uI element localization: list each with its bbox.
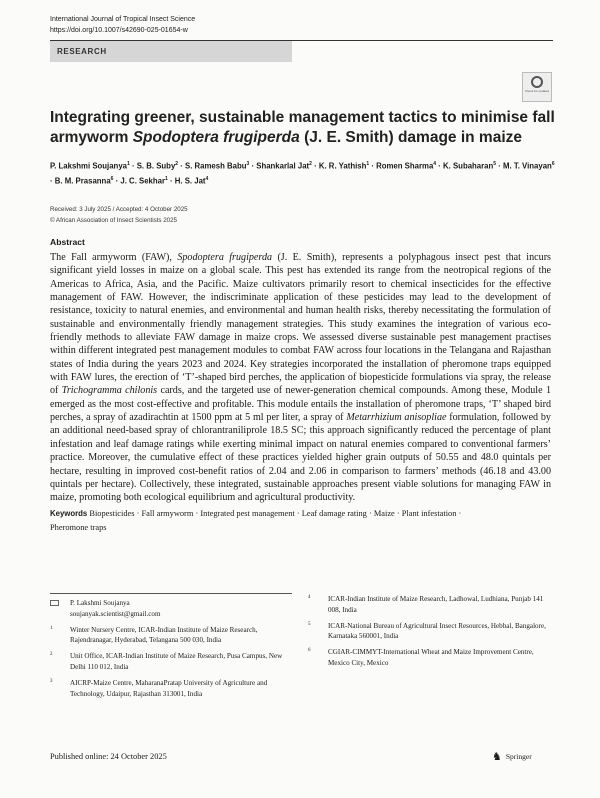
author-affiliation-mark: 4	[433, 161, 437, 167]
keyword: Fall armyworm	[141, 509, 194, 518]
author-name: S. B. Suby	[136, 161, 176, 171]
section-label: RESEARCH	[50, 41, 292, 62]
check-updates-label: Check for updates	[524, 89, 550, 93]
footnote-rule	[50, 593, 292, 594]
author-name: H. S. Jat	[174, 176, 206, 186]
affiliation	[50, 625, 295, 647]
keyword: Pheromone traps	[50, 522, 107, 532]
abstract-text: formulation, followed by an additional need-based spray of chlorantraniliprole 18.5 SC; this approach significantly reduced the percentage of plant infestation and leaf damage ratings while exerting minimal impact on natural enemies compared to conventional farmers’ practice. Moreover, the cumulative effect of these practices yielded higher grain outputs of 50.55 and 48.0 quintals per hectare, resulting in improved cost-benefit ratios of 2.04 and 2.06 in comparison to farmers’ methods (46.18 and 43.00 quintals per hectare). Collectively, these integrated, sustainable approaches present viable solutions for managing FAW in maize, promoting both ecological equilibrium and agricultural productivity.	[50, 412, 551, 504]
author-name: P. Lakshmi Soujanya	[50, 161, 127, 171]
author-name: Shankarlal Jat	[256, 161, 310, 171]
author-affiliation-mark: 5	[493, 161, 497, 167]
affiliation-text: Winter Nursery Centre, ICAR-Indian Institute of Maize Research, Rajendranagar, Hyderabad, Telangana 500 030, India	[70, 625, 258, 645]
affiliation-number: 2	[50, 652, 53, 658]
abstract-body	[50, 251, 551, 505]
correspondence-name: P. Lakshmi Soujanya	[70, 599, 130, 607]
affiliation	[308, 621, 553, 643]
affiliation	[308, 594, 553, 616]
check-for-updates-badge[interactable]	[522, 72, 552, 102]
publisher-name: Springer	[505, 752, 532, 761]
correspondence	[50, 598, 295, 620]
journal-name: International Journal of Tropical Insect Science	[50, 16, 196, 23]
keyword: Plant infestation	[401, 509, 457, 518]
affiliation	[308, 647, 553, 669]
abstract-heading: Abstract	[50, 237, 85, 247]
author-name: J. C. Sekhar	[120, 176, 166, 186]
correspondence-email[interactable]: soujanyak.scientist@gmail.com	[70, 609, 161, 618]
keyword: Biopesticides	[89, 509, 135, 518]
author-name: Romen Sharma	[376, 161, 434, 171]
publisher-logo	[492, 750, 532, 763]
published-date: Published online: 24 October 2025	[50, 752, 167, 761]
keyword: Maize	[373, 509, 395, 518]
bookmark-icon	[531, 76, 543, 88]
author-name: B. M. Prasanna	[54, 176, 111, 186]
author-affiliation-mark: 6	[110, 176, 114, 183]
title-species: Spodoptera frugiperda	[132, 128, 300, 146]
author-affiliation-mark: 1	[165, 176, 168, 183]
author-affiliation-mark: 1	[127, 161, 130, 167]
affiliation-number: 3	[50, 678, 53, 684]
keywords: Keywords Biopesticides · Fall armyworm · Integrated pest management · Leaf damage rating · Maize · Plant infestation · Pheromone traps	[50, 509, 462, 532]
author-affiliation-mark: 1	[366, 161, 370, 167]
affiliation-text: ICAR-National Bureau of Agricultural Insect Resources, Hebbal, Bangalore, Karnataka 560001, India	[328, 621, 546, 641]
affiliation-text: ICAR-Indian Institute of Maize Research, Ladhowal, Ludhiana, Punjab 141 008, India	[328, 595, 544, 614]
affiliation	[50, 678, 295, 700]
footnotes-right	[308, 594, 553, 674]
abstract-italic-term: Trichogramma chilonis	[61, 385, 158, 397]
abstract-text: The Fall armyworm (FAW),	[50, 252, 178, 263]
doi-link[interactable]: https://doi.org/10.1007/s42690-025-01654-w	[50, 27, 188, 34]
footnotes-left	[50, 598, 295, 704]
author-affiliation-mark: 6	[551, 161, 555, 167]
keyword: Integrated pest management	[200, 509, 295, 518]
title-text-end: (J. E. Smith) damage in maize	[299, 128, 523, 146]
article-title	[50, 108, 555, 147]
author-list: P. Lakshmi Soujanya$^1$ · S. B. Suby$^2$ · S. Ramesh Babu$^3$ · Shankarlal Jat$^2$ · K. R. Yathish$^1$ · Romen Sharma$^4$ · K. Subaharan$^5$ · M. T. Vinayan$^6$ · B. M. Prasanna$^6$ · J. C. Sekhar$^1$ · H. S. Jat$^4$	[50, 161, 555, 186]
author-name: K. R. Yathish	[318, 161, 367, 171]
abstract-text: (J. E. Smith), represents a polyphagous insect pest that incurs significant yield losses in maize on a global scale. This pest has extended its range from the neotropical regions of the Americas to Africa, Asia, and the Pacific. Maize cultivators primarily resort to chemical insecticides for the effective management of FAW. However, the indiscriminate application of these pesticides may lead to the development of resistance, toxicity to natural enemies, and environmental and human health risks, thereby necessitating the formulation of sustainable and environmentally friendly management strategies. This study examines the integration of various eco-friendly methods to alleviate FAW damage in maize crops. We assessed diverse sustainable pest management practises within different integrated pest management modules to combat FAW across four locations in the Telangana and Rajasthan states of India during the years 2023 and 2024. Key strategies incorporated the installation of pheromone traps equipped with FAW lures, the erection of ‘T’-shaped bird perches, the application of biopesticide formulations via spray, the release of	[50, 252, 551, 397]
article-dates	[50, 204, 188, 226]
author-name: K. Subaharan	[443, 161, 494, 171]
email-icon	[50, 600, 59, 606]
abstract-text: cards, and the targeted use of newer-generation chemical compounds. Among these, Module 1 emerged as the most cost-effective and profitable. This module entails the installation of pheromone traps, ‘T’ shaped bird perches, a spray of azadirachtin at 1500 ppm at 5 ml per liter, a spray of	[50, 385, 551, 424]
affiliation-number: 5	[308, 621, 311, 627]
copyright: © African Association of Insect Scientists 2025	[50, 217, 177, 224]
springer-horse-icon: ♞	[492, 751, 502, 763]
received-accepted: Received: 3 July 2025 / Accepted: 4 October 2025	[50, 206, 188, 213]
author-name: M. T. Vinayan	[503, 161, 552, 171]
author-affiliation-mark: 3	[246, 161, 250, 167]
affiliation-text: Unit Office, ICAR-Indian Institute of Maize Research, Pusa Campus, New Delhi 110 012, India	[70, 652, 283, 671]
affiliation-text: CGIAR-CIMMYT-International Wheat and Maize Improvement Centre, Mexico City, Mexico	[328, 648, 534, 667]
affiliation-number: 1	[50, 625, 53, 631]
journal-header	[50, 14, 195, 36]
author-name: S. Ramesh Babu	[185, 161, 247, 171]
affiliation-number: 4	[308, 595, 311, 600]
title-text: Integrating greener, sustainable management tactics to minimise fall armyworm	[50, 109, 555, 146]
author-affiliation-mark: 2	[309, 161, 312, 167]
author-affiliation-mark: 2	[175, 161, 179, 167]
affiliation-number: 6	[308, 648, 311, 654]
author-affiliation-mark: 4	[205, 176, 209, 183]
abstract-italic-term: Spodoptera frugiperda	[177, 252, 273, 263]
keyword: Leaf damage rating	[301, 509, 367, 518]
abstract-italic-term: Metarrhizium anisopliae	[346, 412, 447, 424]
keywords-label: Keywords	[50, 509, 88, 518]
affiliation	[50, 651, 295, 673]
affiliation-text: AICRP-Maize Centre, MaharanaPratap University of Agriculture and Technology, Udaipur, Rajasthan 313001, India	[70, 678, 268, 698]
